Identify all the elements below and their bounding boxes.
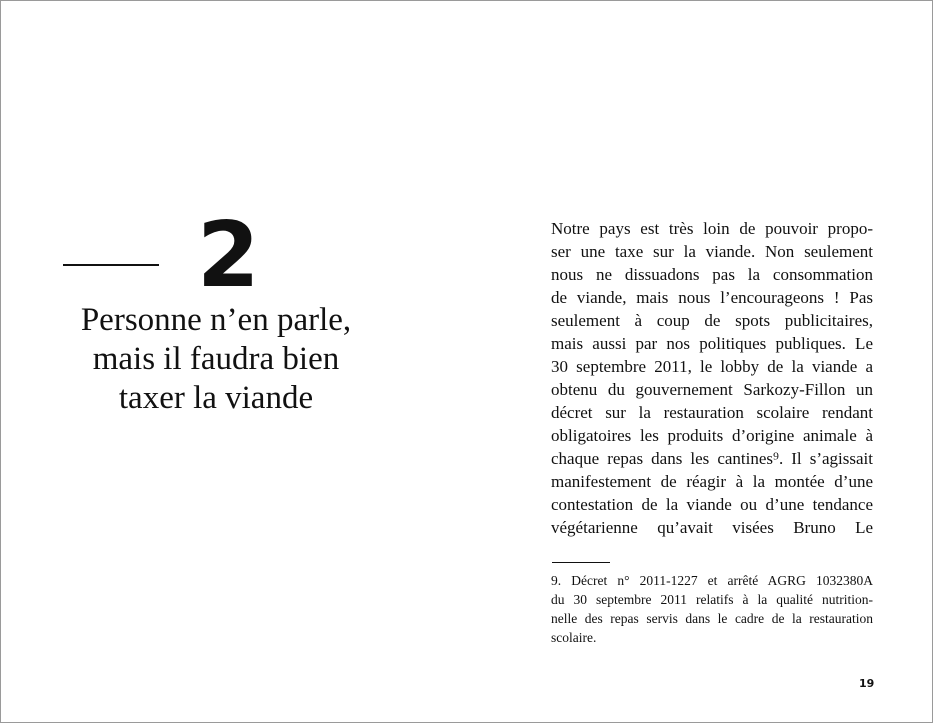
- body-line: chaque repas dans les cantines⁹. Il s’agissait: [551, 449, 873, 468]
- body-line: mais aussi par nos politiques publiques. Le: [551, 334, 873, 353]
- footnote-rule: [552, 562, 610, 563]
- body-line: ser une taxe sur la viande. Non seulement: [551, 242, 873, 261]
- body-line: 30 septembre 2011, le lobby de la viande a: [551, 357, 873, 376]
- footnote: [551, 571, 873, 647]
- body-line: manifestement de réagir à la montée d’une: [551, 472, 873, 491]
- chapter-title-line: taxer la viande: [118, 380, 314, 416]
- footnote-line: du 30 septembre 2011 relatifs à la qualité nutrition-: [551, 592, 873, 607]
- body-line: végétarienne qu’avait visées Bruno Le: [551, 518, 873, 537]
- right-page: [467, 1, 932, 722]
- body-line: contestation de la viande ou d’une tendance: [551, 495, 873, 514]
- chapter-title-line: mais il faudra bien: [92, 341, 340, 377]
- left-page: [1, 1, 467, 722]
- footnote-line: scolaire.: [551, 630, 597, 645]
- body-line: nous ne dissuadons pas la consommation: [551, 265, 873, 284]
- body-paragraph: [551, 217, 873, 539]
- chapter-title-line: Personne n’en parle,: [80, 302, 352, 338]
- chapter-number: 2: [197, 203, 258, 308]
- body-line: décret sur la restauration scolaire rendant: [551, 403, 873, 422]
- body-line: seulement à coup de spots publicitaires,: [551, 311, 873, 330]
- chapter-title: [41, 301, 391, 418]
- chapter-rule: [63, 264, 159, 266]
- footnote-line: 9. Décret n° 2011-1227 et arrêté AGRG 1032380A: [551, 573, 873, 588]
- body-line: Notre pays est très loin de pouvoir propo-: [551, 219, 873, 238]
- footnote-line: nelle des repas servis dans le cadre de la restauration: [551, 611, 873, 626]
- page-number: 19: [859, 677, 875, 690]
- body-line: obligatoires les produits d’origine animale à: [551, 426, 873, 445]
- body-line: de viande, mais nous l’encourageons ! Pas: [551, 288, 873, 307]
- body-line: obtenu du gouvernement Sarkozy-Fillon un: [551, 380, 873, 399]
